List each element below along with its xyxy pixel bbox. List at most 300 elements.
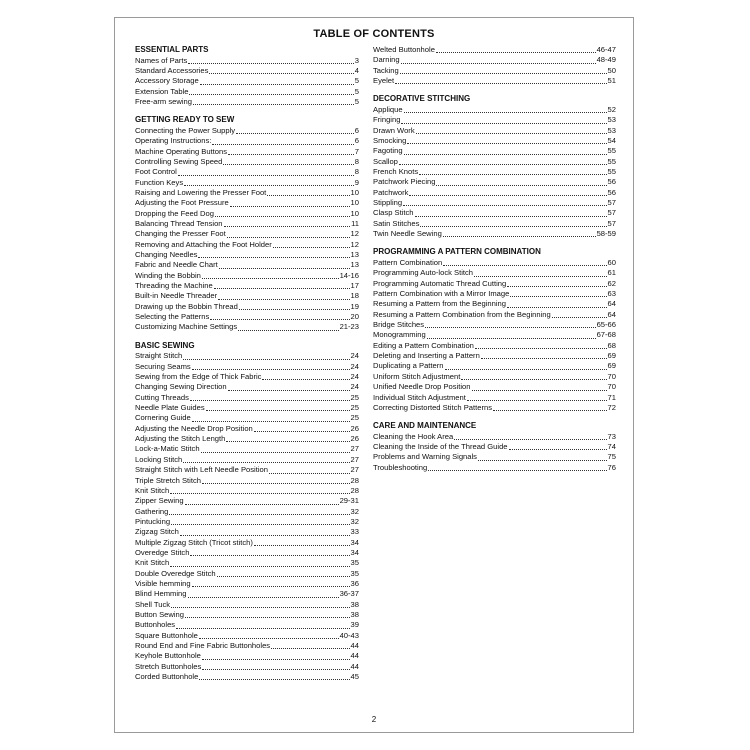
entry-title: Blind Hemming [135, 589, 187, 599]
entry-title: Stretch Buttonholes [135, 661, 202, 671]
toc-entry [135, 188, 359, 198]
dot-leader [427, 338, 596, 339]
toc-entry [135, 589, 359, 599]
entry-title: Tacking [373, 65, 399, 75]
entry-page: 34 [350, 537, 359, 547]
entry-title: Adjusting the Needle Drop Position [135, 423, 253, 433]
dot-leader [185, 617, 350, 618]
toc-entry [373, 372, 616, 382]
entry-page: 36-37 [339, 589, 359, 599]
dot-leader [254, 545, 350, 546]
dot-leader [399, 164, 607, 165]
entry-title: Operating Instructions: [135, 136, 212, 146]
entry-title: Patchwork Piecing [373, 177, 436, 187]
entry-title: Correcting Distorted Stitch Patterns [373, 402, 493, 412]
entry-page: 44 [350, 641, 359, 650]
entry-title: Keyhole Buttonhole [135, 651, 201, 661]
dot-leader [510, 296, 606, 297]
entry-title: Applique [373, 104, 403, 114]
entry-title: Troubleshooting [373, 462, 428, 472]
entry-title: Function Keys [135, 177, 184, 187]
entry-page: 5 [354, 86, 359, 96]
toc-section-getting-ready-to-sew [135, 115, 359, 332]
entry-title: Balancing Thread Tension [135, 219, 223, 228]
entry-page: 11 [351, 219, 359, 228]
dot-leader [202, 483, 350, 484]
toc-entry [135, 87, 359, 97]
dot-leader [436, 52, 596, 53]
dot-leader [403, 205, 606, 206]
toc-entry [135, 527, 359, 537]
entry-page: 60 [607, 258, 616, 268]
toc-entry [373, 229, 616, 239]
toc-entry [135, 147, 359, 157]
entry-title: Visible hemming [135, 578, 191, 588]
entry-page: 38 [350, 599, 359, 609]
entry-title: Changing Needles [135, 250, 198, 260]
entry-page: 46-47 [596, 45, 616, 54]
entry-page: 10 [350, 187, 359, 197]
dot-leader [199, 638, 339, 639]
toc-entry [135, 322, 359, 332]
entry-page: 64 [607, 309, 616, 319]
entry-page: 58-59 [596, 229, 616, 239]
entry-page: 7 [354, 146, 359, 156]
dot-leader [199, 679, 349, 680]
toc-entry [135, 167, 359, 177]
dot-leader [416, 133, 607, 134]
toc-entry [135, 136, 359, 146]
dot-leader [509, 449, 607, 450]
entry-title: Satin Stitches [373, 218, 420, 228]
dot-leader [507, 307, 607, 308]
toc-section-decorative-stitching [373, 94, 616, 239]
entry-title: Fagoting [373, 146, 403, 156]
entry-title: Straight Stitch with Left Needle Position [135, 465, 268, 475]
entry-title: Shell Tuck [135, 599, 171, 609]
dot-leader [273, 247, 350, 248]
entry-title: Extension Table [135, 86, 189, 96]
entry-title: Fringing [373, 115, 401, 125]
toc-entry [135, 620, 359, 630]
entry-page: 12 [350, 229, 359, 239]
entry-title: Twin Needle Sewing [373, 229, 442, 239]
toc-entry [135, 229, 359, 239]
entry-title: Buttonholes [135, 620, 176, 630]
entry-title: Lock-a-Matic Stitch [135, 444, 200, 454]
entry-title: Sewing from the Edge of Thick Fabric [135, 372, 262, 382]
dot-leader [202, 669, 349, 670]
toc-entry [373, 310, 616, 320]
dot-leader [188, 597, 339, 598]
entry-page: 14-16 [339, 270, 359, 280]
entry-title: Built-in Needle Threader [135, 291, 218, 301]
entry-title: Overedge Stitch [135, 547, 190, 557]
entry-title: Patchwork [373, 187, 409, 197]
toc-entry [135, 126, 359, 136]
dot-leader [395, 83, 606, 84]
toc-entry [373, 341, 616, 351]
dot-leader [190, 400, 350, 401]
entry-page: 71 [607, 392, 616, 402]
toc-entry [373, 351, 616, 361]
dot-leader [170, 566, 349, 567]
entry-title: French Knots [373, 167, 419, 177]
toc-entry [373, 361, 616, 371]
toc-entry [373, 268, 616, 278]
entry-title: Welted Buttonhole [373, 45, 435, 54]
entry-title: Smocking [373, 136, 407, 145]
entry-title: Fabric and Needle Chart [135, 260, 218, 270]
entry-page: 24 [350, 382, 359, 392]
entry-page: 70 [607, 371, 616, 381]
toc-entry [135, 157, 359, 167]
entry-title: Adjusting the Foot Pressure [135, 198, 229, 208]
toc-section-care-and-maintenance [373, 421, 616, 473]
toc-entry [135, 403, 359, 413]
entry-title: Cornering Guide [135, 413, 191, 423]
entry-page: 62 [607, 278, 616, 288]
entry-page: 24 [350, 372, 359, 382]
dot-leader [218, 299, 349, 300]
dot-leader [401, 63, 596, 64]
dot-leader [445, 369, 607, 370]
entry-page: 65-66 [596, 320, 616, 330]
toc-entry [135, 281, 359, 291]
entry-title: Eyelet [373, 76, 395, 86]
entry-page: 38 [350, 609, 359, 619]
entry-title: Changing Sewing Direction [135, 382, 227, 392]
toc-entry [135, 651, 359, 661]
dot-leader [190, 555, 349, 556]
toc-entry [135, 465, 359, 475]
entry-title: Dropping the Feed Dog [135, 208, 214, 218]
dot-leader [443, 265, 606, 266]
entry-title: Machine Operating Buttons [135, 146, 228, 156]
entry-page: 8 [354, 167, 359, 177]
dot-leader [415, 216, 607, 217]
entry-page: 25 [350, 413, 359, 423]
entry-page: 3 [354, 55, 359, 65]
toc-entry [135, 569, 359, 579]
toc-entry [373, 382, 616, 392]
dot-leader [230, 206, 350, 207]
dot-leader [269, 473, 350, 474]
toc-entry [135, 291, 359, 301]
toc-entry [373, 463, 616, 473]
section-heading: GETTING READY TO SEW [135, 115, 235, 125]
toc-entry [373, 45, 616, 55]
dot-leader [262, 379, 349, 380]
toc-entry [135, 351, 359, 361]
toc-entry [135, 610, 359, 620]
entry-page: 21-23 [339, 322, 359, 332]
toc-entry [135, 434, 359, 444]
entry-title: Stippling [373, 198, 403, 208]
entry-page: 13 [350, 250, 359, 260]
entry-title: Straight Stitch [135, 351, 183, 361]
dot-leader [202, 278, 339, 279]
dot-leader [400, 73, 607, 74]
dot-leader [183, 359, 349, 360]
toc-entry [135, 558, 359, 568]
entry-title: Locking Stitch [135, 454, 183, 464]
toc-entry [135, 413, 359, 423]
toc-entry [135, 393, 359, 403]
entry-page: 27 [350, 444, 359, 454]
section-heading: ESSENTIAL PARTS [135, 45, 209, 54]
entry-title: Button Sewing [135, 609, 184, 619]
entry-page: 35 [350, 558, 359, 568]
entry-page: 44 [350, 651, 359, 661]
entry-page: 9 [354, 177, 359, 187]
toc-section-basic-sewing [135, 341, 359, 683]
toc-entry [373, 289, 616, 299]
dot-leader [210, 319, 349, 320]
entry-page: 44 [350, 661, 359, 671]
entry-title: Bridge Stitches [373, 320, 425, 330]
dot-leader [176, 628, 349, 629]
entry-title: Needle Plate Guides [135, 403, 205, 413]
entry-page: 72 [607, 402, 616, 412]
entry-title: Raising and Lowering the Presser Foot [135, 187, 267, 197]
toc-entry [373, 188, 616, 198]
entry-title: Individual Stitch Adjustment [373, 392, 466, 402]
toc-entry [373, 177, 616, 187]
entry-page: 55 [607, 146, 616, 156]
dot-leader [428, 470, 606, 471]
entry-page: 6 [354, 125, 359, 135]
dot-leader [404, 112, 607, 113]
entry-title: Cleaning the Hook Area [373, 431, 454, 441]
toc-entry [135, 548, 359, 558]
toc-entry [373, 115, 616, 125]
dot-leader [193, 104, 354, 105]
dot-leader [171, 607, 350, 608]
toc-entry [135, 507, 359, 517]
entry-page: 19 [350, 301, 359, 311]
entry-title: Darning [373, 55, 400, 65]
entry-title: Uniform Stitch Adjustment [373, 371, 461, 381]
toc-entry [135, 672, 359, 682]
toc-entry [373, 76, 616, 86]
entry-title: Monogramming [373, 330, 426, 340]
page-number: 2 [371, 715, 377, 724]
dot-leader [212, 144, 353, 145]
toc-entry [135, 476, 359, 486]
toc-section-continued [373, 45, 616, 86]
toc-entry [373, 258, 616, 268]
dot-leader [206, 410, 350, 411]
entry-title: Names of Parts [135, 55, 188, 65]
entry-page: 32 [350, 516, 359, 526]
toc-entry [373, 219, 616, 229]
dot-leader [192, 369, 350, 370]
dot-leader [401, 123, 606, 124]
dot-leader [215, 216, 350, 217]
entry-page: 12 [350, 239, 359, 249]
toc-entry [135, 372, 359, 382]
dot-leader [209, 73, 353, 74]
toc-entry [373, 126, 616, 136]
entry-page: 5 [354, 96, 359, 106]
dot-leader [507, 286, 606, 287]
dot-leader [436, 185, 606, 186]
toc-entry [135, 260, 359, 270]
toc-entry [135, 444, 359, 454]
toc-section-programming-a-pattern-combination [373, 247, 616, 413]
entry-title: Free-arm sewing [135, 96, 192, 106]
entry-page: 36 [350, 578, 359, 588]
entry-page: 39 [350, 620, 359, 630]
entry-title: Gathering [135, 506, 169, 516]
toc-entry [373, 167, 616, 177]
dot-leader [239, 309, 350, 310]
dot-leader [214, 288, 350, 289]
toc-entry [135, 76, 359, 86]
entry-title: Cleaning the Inside of the Thread Guide [373, 442, 508, 452]
toc-entry [135, 271, 359, 281]
dot-leader [472, 390, 607, 391]
entry-title: Round End and Fine Fabric Buttonholes [135, 641, 271, 650]
toc-entry [135, 97, 359, 107]
dot-leader [493, 410, 607, 411]
entry-title: Zipper Sewing [135, 496, 184, 506]
right-column [373, 45, 616, 481]
entry-title: Unified Needle Drop Position [373, 382, 471, 392]
entry-page: 57 [607, 208, 616, 218]
toc-entry [135, 209, 359, 219]
entry-page: 25 [350, 403, 359, 413]
entry-title: Controlling Sewing Speed [135, 156, 223, 166]
toc-entry [373, 452, 616, 462]
entry-title: Connecting the Power Supply [135, 125, 236, 135]
entry-page: 4 [354, 65, 359, 75]
entry-page: 27 [350, 454, 359, 464]
entry-page: 26 [350, 423, 359, 433]
entry-page: 29-31 [339, 496, 359, 506]
entry-title: Resuming a Pattern from the Beginning [373, 299, 506, 309]
entry-title: Corded Buttonhole [135, 672, 199, 682]
dot-leader [201, 452, 350, 453]
dot-leader [228, 154, 354, 155]
section-heading: PROGRAMMING A PATTERN COMBINATION [373, 247, 541, 257]
left-column [135, 45, 359, 690]
toc-entry [373, 442, 616, 452]
entry-page: 68 [607, 340, 616, 350]
dot-leader [185, 504, 339, 505]
dot-leader [478, 460, 607, 461]
entry-title: Square Buttonhole [135, 630, 198, 640]
toc-entry [135, 538, 359, 548]
dot-leader [425, 327, 595, 328]
entry-page: 25 [350, 392, 359, 402]
entry-page: 18 [350, 291, 359, 301]
entry-page: 27 [350, 465, 359, 475]
entry-title: Adjusting the Stitch Length [135, 434, 226, 444]
section-heading: CARE AND MAINTENANCE [373, 421, 477, 431]
dot-leader [420, 226, 606, 227]
toc-entry [135, 362, 359, 372]
dot-leader [227, 237, 350, 238]
entry-page: 33 [350, 527, 359, 537]
entry-page: 24 [350, 351, 359, 361]
entry-title: Removing and Attaching the Foot Holder [135, 239, 272, 249]
toc-entry [373, 146, 616, 156]
entry-page: 75 [607, 452, 616, 462]
entry-page: 70 [607, 382, 616, 392]
dot-leader [267, 195, 349, 196]
dot-leader [198, 257, 349, 258]
entry-title: Knit Stitch [135, 485, 170, 495]
entry-page: 69 [607, 351, 616, 361]
entry-title: Drawn Work [373, 125, 415, 135]
entry-page: 63 [607, 289, 616, 299]
toc-entry [373, 279, 616, 289]
dot-leader [407, 143, 606, 144]
entry-title: Securing Seams [135, 361, 191, 371]
dot-leader [183, 462, 349, 463]
toc-entry [135, 579, 359, 589]
toc-entry [135, 631, 359, 641]
toc-entry [135, 662, 359, 672]
dot-leader [171, 524, 350, 525]
entry-page: 56 [607, 187, 616, 197]
toc-entry [373, 393, 616, 403]
entry-page: 69 [607, 361, 616, 371]
entry-page: 54 [607, 136, 616, 145]
toc-entry [373, 320, 616, 330]
toc-entry [135, 424, 359, 434]
dot-leader [202, 659, 350, 660]
entry-page: 17 [350, 281, 359, 291]
entry-title: Scallop [373, 156, 398, 166]
toc-entry [373, 299, 616, 309]
dot-leader [474, 276, 607, 277]
entry-page: 61 [607, 268, 616, 278]
toc-entry [373, 208, 616, 218]
entry-page: 48-49 [596, 55, 616, 65]
dot-leader [254, 431, 350, 432]
toc-entry [135, 382, 359, 392]
toc-entry [135, 302, 359, 312]
entry-page: 6 [354, 136, 359, 146]
dot-leader [481, 358, 607, 359]
toc-section-essential-parts [135, 45, 359, 107]
entry-title: Multiple Zigzag Stitch (Tricot stitch) [135, 537, 253, 547]
dot-leader [467, 400, 607, 401]
entry-page: 28 [350, 475, 359, 485]
dot-leader [552, 317, 607, 318]
toc-entry [135, 240, 359, 250]
toc-entry [135, 250, 359, 260]
entry-title: Foot Control [135, 167, 177, 177]
toc-entry [373, 105, 616, 115]
entry-title: Programming Automatic Thread Cutting [373, 278, 507, 288]
entry-page: 24 [350, 361, 359, 371]
section-heading: DECORATIVE STITCHING [373, 94, 471, 104]
entry-title: Deleting and Inserting a Pattern [373, 351, 480, 361]
toc-entry [135, 56, 359, 66]
dot-leader [475, 348, 607, 349]
entry-page: 53 [607, 125, 616, 135]
entry-title: Resuming a Pattern Combination from the Beginning [373, 309, 551, 319]
toc-entry [135, 455, 359, 465]
toc-entry [373, 432, 616, 442]
document-page [114, 17, 634, 733]
entry-page: 57 [607, 198, 616, 208]
entry-title: Problems and Warning Signals [373, 452, 477, 462]
